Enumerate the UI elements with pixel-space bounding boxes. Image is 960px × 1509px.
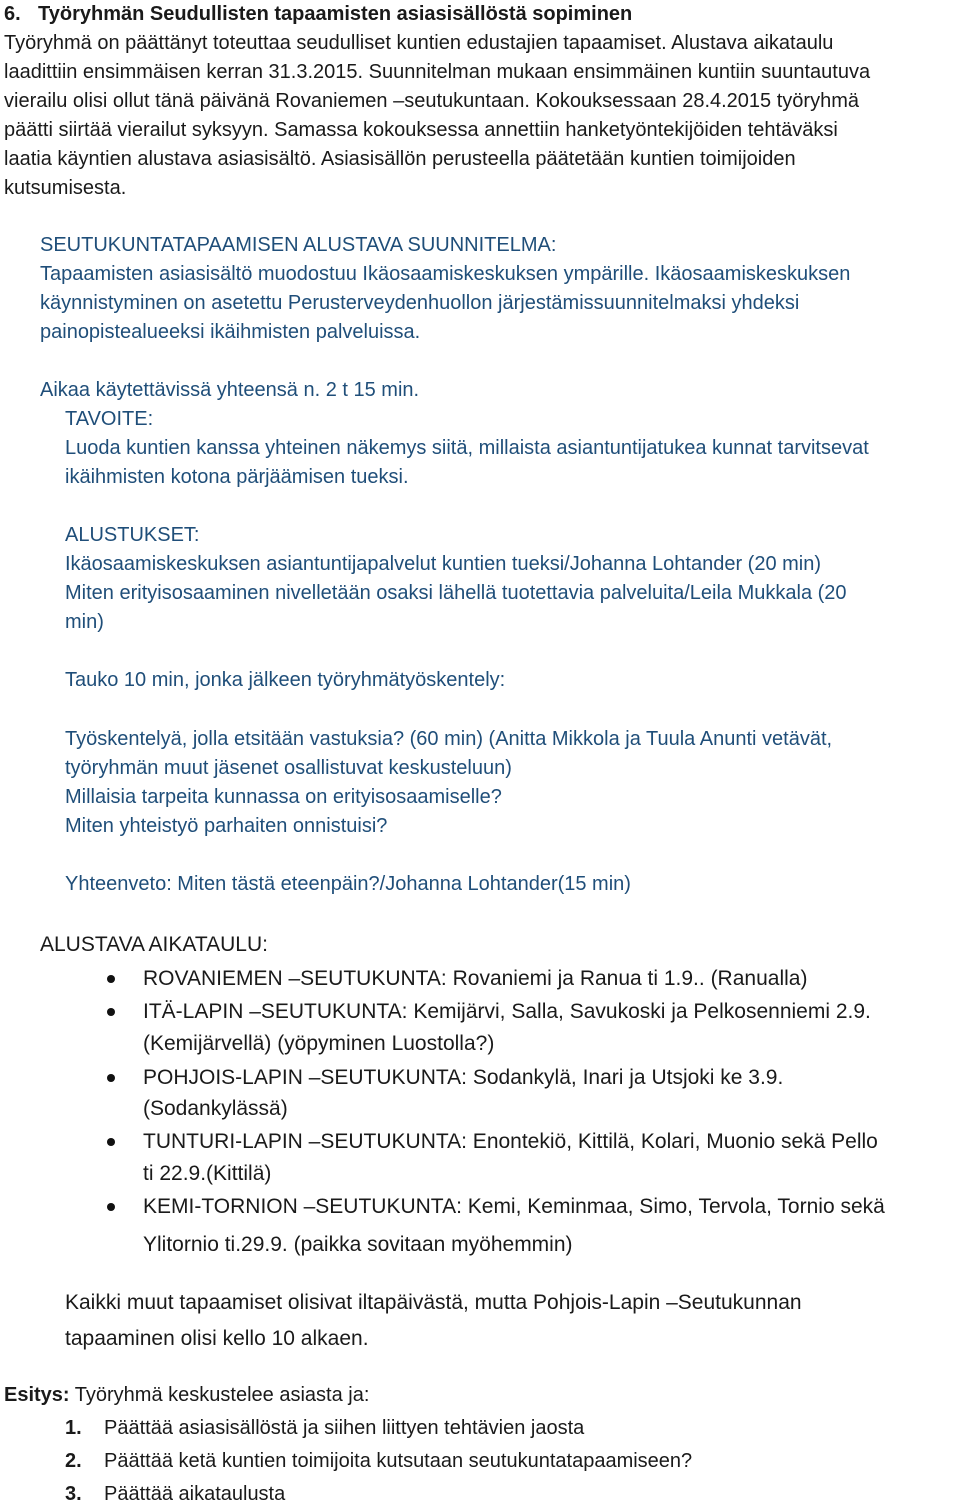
proposal-item: Päättää ketä kuntien toimijoita kutsutaan seutukuntatapaamiseen? — [104, 1450, 693, 1472]
break-line: Tauko 10 min, jonka jälkeen työryhmätyöskentely: — [65, 669, 506, 691]
schedule-item-cont: (Sodankylässä) — [143, 1097, 288, 1120]
talk-line: Ikäosaamiskeskuksen asiantuntijapalvelut kuntien tueksi/Johanna Lohtander (20 min) — [65, 553, 822, 575]
intro-line: vierailu olisi ollut tänä päivänä Rovaniemen –seutukuntaan. Kokouksessaan 28.4.2015 työryhmä — [4, 90, 859, 112]
intro-line: laadittiin ensimmäisen kerran 31.3.2015. Suunnitelman mukaan ensimmäinen kuntiin suuntautuva — [4, 61, 871, 83]
proposal-item: Päättää asiasisällöstä ja siihen liittyen tehtävien jaosta — [104, 1417, 585, 1439]
work-line: Millaisia tarpeita kunnassa on erityisosaamiselle? — [65, 786, 502, 808]
plan-line: käynnistyminen on asetettu Perusterveydenhuollon järjestämissuunnitelmaksi yhdeksi — [40, 292, 800, 314]
schedule-item-cont: Ylitornio ti.29.9. (paikka sovitaan myöhemmin) — [143, 1233, 573, 1256]
proposal-text: Työryhmä keskustelee asiasta ja: — [69, 1384, 370, 1406]
schedule-note: tapaaminen olisi kello 10 alkaen. — [65, 1327, 369, 1350]
proposal-line — [4, 1381, 369, 1410]
section-title: Työryhmän Seudullisten tapaamisten asiasisällöstä sopiminen — [38, 3, 633, 25]
schedule-item: KEMI-TORNION –SEUTUKUNTA: Kemi, Keminmaa, Simo, Tervola, Tornio sekä — [143, 1195, 885, 1218]
proposal-item: Päättää aikataulusta — [104, 1483, 286, 1505]
plan-line: Tapaamisten asiasisältö muodostuu Ikäosaamiskeskuksen ympärille. Ikäosaamiskeskuksen — [40, 263, 851, 285]
summary-line: Yhteenveto: Miten tästä eteenpäin?/Johanna Lohtander(15 min) — [65, 873, 631, 895]
plan-line: painopistealueeksi ikäihmisten palveluissa. — [40, 321, 421, 343]
work-line: Työskentelyä, jolla etsitään vastuksia? (60 min) (Anitta Mikkola ja Tuula Anunti vetävät, — [65, 728, 833, 750]
bullet-icon — [107, 1074, 115, 1082]
schedule-item: TUNTURI-LAPIN –SEUTUKUNTA: Enontekiö, Kittilä, Kolari, Muonio sekä Pello — [143, 1130, 878, 1153]
section-number: 6. — [4, 3, 21, 25]
goal-line: Luoda kuntien kanssa yhteinen näkemys siitä, millaista asiantuntijatukea kunnat tarvitsevat — [65, 437, 869, 459]
bullet-icon — [107, 975, 115, 983]
plan-heading: SEUTUKUNTATAPAAMISEN ALUSTAVA SUUNNITELMA: — [40, 234, 557, 256]
schedule-note: Kaikki muut tapaamiset olisivat iltapäivästä, mutta Pohjois-Lapin –Seutukunnan — [65, 1291, 802, 1314]
proposal-item-number: 3. — [65, 1483, 82, 1505]
schedule-item: ROVANIEMEN –SEUTUKUNTA: Rovaniemi ja Ranua ti 1.9.. (Ranualla) — [143, 967, 808, 990]
goal-line: ikäihmisten kotona pärjäämisen tueksi. — [65, 466, 409, 488]
proposal-item-number: 1. — [65, 1417, 82, 1439]
proposal-item-number: 2. — [65, 1450, 82, 1472]
bullet-icon — [107, 1008, 115, 1016]
intro-line: Työryhmä on päättänyt toteuttaa seudulliset kuntien edustajien tapaamiset. Alustava aikataulu — [4, 32, 834, 54]
schedule-item-cont: (Kemijärvellä) (yöpyminen Luostolla?) — [143, 1032, 495, 1055]
proposal-label: Esitys: — [4, 1384, 70, 1406]
schedule-item: POHJOIS-LAPIN –SEUTUKUNTA: Sodankylä, Inari ja Utsjoki ke 3.9. — [143, 1066, 784, 1089]
talk-line: Miten erityisosaaminen nivelletään osaksi lähellä tuotettavia palveluita/Leila Mukkala (20 — [65, 582, 847, 604]
intro-line: laatia käyntien alustava asiasisältö. Asiasisällön perusteella päätetään kuntien toimijoiden — [4, 148, 796, 170]
intro-line: päätti siirtää vierailut syksyyn. Samassa kokouksessa annettiin hanketyöntekijöiden tehtäväksi — [4, 119, 838, 141]
schedule-item-cont: ti 22.9.(Kittilä) — [143, 1162, 272, 1185]
schedule-heading: ALUSTAVA AIKATAULU: — [40, 933, 268, 956]
bullet-icon — [107, 1203, 115, 1211]
bullet-icon — [107, 1138, 115, 1146]
talk-line: min) — [65, 611, 104, 633]
work-line: Miten yhteistyö parhaiten onnistuisi? — [65, 815, 388, 837]
talks-heading: ALUSTUKSET: — [65, 524, 200, 546]
intro-line: kutsumisesta. — [4, 177, 127, 199]
schedule-item: ITÄ-LAPIN –SEUTUKUNTA: Kemijärvi, Salla, Savukoski ja Pelkosenniemi 2.9. — [143, 1000, 871, 1023]
goal-heading: TAVOITE: — [65, 408, 154, 430]
work-line: työryhmän muut jäsenet osallistuvat keskusteluun) — [65, 757, 512, 779]
time-total: Aikaa käytettävissä yhteensä n. 2 t 15 min. — [40, 379, 420, 401]
